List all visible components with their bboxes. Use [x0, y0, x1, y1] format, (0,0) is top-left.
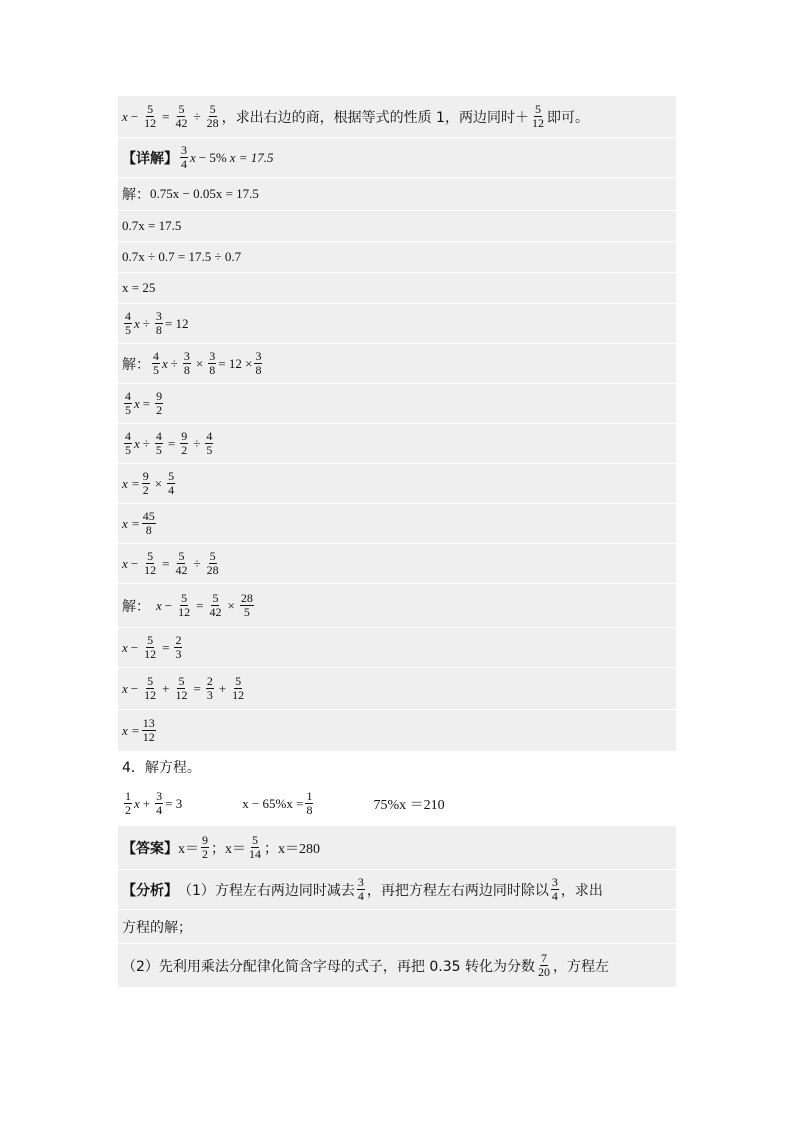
line-analysis-tail: x − $\frac{5}{12}$ = $\frac{5}{42}$ ÷ $\frac{5}{28}$ ，求出右边的商，根据等式的性质 1，两边同时＋ $\frac{5}{12}$ 即可。 — [118, 96, 676, 138]
answer-line: 【答案】 x＝ $\frac{9}{2}$ ； x＝ $\frac{5}{14}$ ； x＝280 — [118, 826, 676, 870]
line-step: 解： x − $\frac{5}{12}$ = $\frac{5}{42}$ × $\frac{28}{5}$ — [118, 584, 676, 628]
fraction: $\frac{5}{12}$ — [531, 102, 544, 130]
line-detail-heading: 【详解】 $\frac{3}{4}$ x − 5% x = 17.5 — [118, 138, 676, 178]
line-step: 0.7x ÷ 0.7 = 17.5 ÷ 0.7 — [118, 242, 676, 273]
line-step: x = $\frac{45}{8}$ — [118, 504, 676, 544]
text: ，求出右边的商，根据等式的性质 1，两边同时＋ — [221, 109, 529, 126]
line-step: x − $\frac{5}{12}$ = $\frac{2}{3}$ — [118, 628, 676, 668]
fraction: $\frac{3}{4}$ — [181, 143, 187, 171]
detail-label: 【详解】 — [122, 150, 178, 167]
line-step: 解： 0.75x − 0.05x = 17.5 — [118, 178, 676, 211]
analysis-line: 【分析】 （1）方程左右两边同时减去 $\frac{3}{4}$ ，再把方程左右两边同时除以 $\frac{3}{4}$ ，求出 — [118, 870, 676, 910]
text: 即可。 — [546, 109, 589, 126]
problem-heading: 4．解方程。 — [118, 752, 676, 782]
line-step: x = 25 — [118, 273, 676, 304]
line-step: 解： $\frac{4}{5}$ x ÷ $\frac{3}{8}$ × $\frac{3}{8}$ = 12 × $\frac{3}{8}$ — [118, 344, 676, 384]
var-x: x — [122, 108, 128, 124]
document-page — [118, 96, 676, 988]
line-step: 0.7x = 17.5 — [118, 211, 676, 242]
line-step: $\frac{4}{5}$ x = $\frac{9}{2}$ — [118, 384, 676, 424]
line-step: x − $\frac{5}{12}$ + $\frac{5}{12}$ = $\frac{2}{3}$ + $\frac{5}{12}$ — [118, 668, 676, 710]
problem-equations: $\frac{1}{2}$ x + $\frac{3}{4}$ = 3 x − 65%x = $\frac{1}{8}$ 75%x ＝210 — [118, 782, 676, 826]
fraction: $\frac{5}{12}$ — [144, 102, 157, 130]
analysis-line: 方程的解； — [118, 910, 676, 944]
fraction: $\frac{5}{42}$ — [175, 102, 188, 130]
line-step: x − $\frac{5}{12}$ = $\frac{5}{42}$ ÷ $\frac{5}{28}$ — [118, 544, 676, 584]
line-step: x = $\frac{9}{2}$ × $\frac{5}{4}$ — [118, 464, 676, 504]
fraction: $\frac{5}{28}$ — [206, 102, 219, 130]
line-step: $\frac{4}{5}$ x ÷ $\frac{4}{5}$ = $\frac{9}{2}$ ÷ $\frac{4}{5}$ — [118, 424, 676, 464]
analysis-line: （2）先利用乘法分配律化简含字母的式子，再把 0.35 转化为分数 $\frac{7}{20}$ ，方程左 — [118, 944, 676, 988]
line-step: $\frac{4}{5}$ x ÷ $\frac{3}{8}$ = 12 — [118, 304, 676, 344]
line-step: x = $\frac{13}{12}$ — [118, 710, 676, 752]
